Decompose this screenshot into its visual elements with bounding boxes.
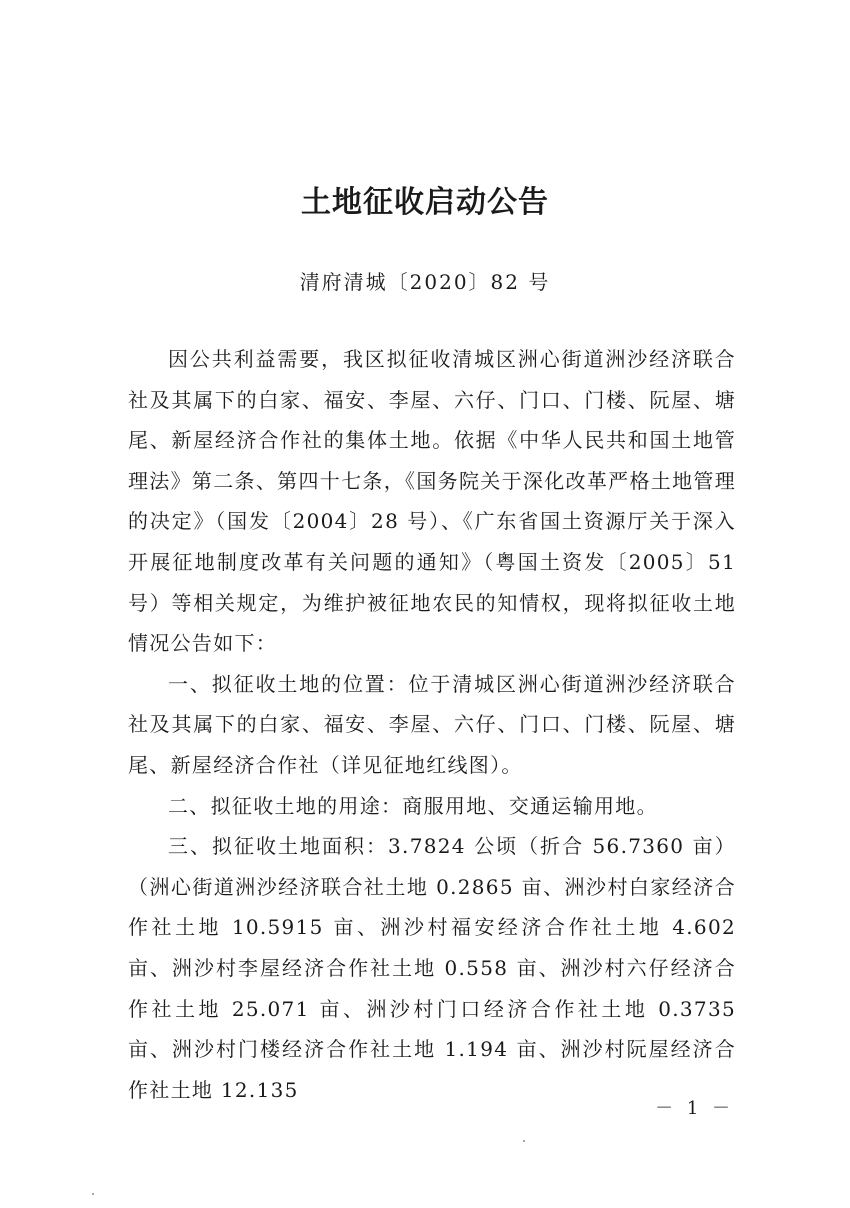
body-paragraph-location: 一、拟征收土地的位置：位于清城区洲心街道洲沙经济联合社及其属下的白家、福安、李屋、六仔、门口、门楼、阮屋、塘尾、新屋经济合作社（详见征地红线图）。 <box>128 671 736 777</box>
scan-speck <box>92 1193 94 1195</box>
document-body <box>128 339 736 1110</box>
page-number: － 1 － <box>655 1098 734 1119</box>
document-number: 清府清城〔2020〕82 号 <box>299 270 551 294</box>
body-paragraph-area: 三、拟征收土地面积：3.7824 公顷（折合 56.7360 亩）（洲心街道洲沙经济联合社土地 0.2865 亩、洲沙村白家经济合作社土地 10.5915 亩、洲沙村福安经济合作社土地 4.602 亩、洲沙村李屋经济合作社土地 0.558 亩、洲沙村六仔经济合作社土地 25.071 亩、洲沙村门口经济合作社土地 0.3735 亩、洲沙村门楼经济合作社土地 1.194 亩、洲沙村阮屋经济合作社土地 12.135 <box>128 834 736 1102</box>
scan-speck <box>523 1140 525 1142</box>
body-paragraph-usage: 二、拟征收土地的用途：商服用地、交通运输用地。 <box>168 793 658 818</box>
body-paragraph-intro: 因公共利益需要，我区拟征收清城区洲心街道洲沙经济联合社及其属下的白家、福安、李屋、六仔、门口、门楼、阮屋、塘尾、新屋经济合作社的集体土地。依据《中华人民共和国土地管理法》第二条、第四十七条，《国务院关于深化改革严格土地管理的决定》（国发〔2004〕28 号）、《广东省国土资源厅关于深入开展征地制度改革有关问题的通知》（粤国土资发〔2005〕51 号）等相关规定，为维护被征地农民的知情权，现将拟征收土地情况公告如下： <box>128 347 736 656</box>
page-title: 土地征收启动公告 <box>301 185 549 220</box>
